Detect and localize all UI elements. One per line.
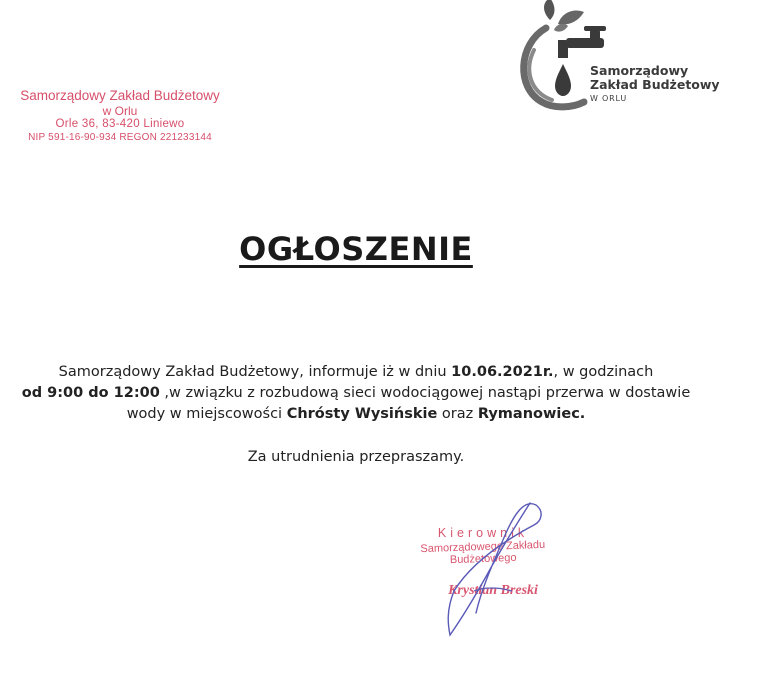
title-text: OGŁOSZENIE xyxy=(239,230,473,268)
logo-wordmark xyxy=(590,64,720,103)
logo-line-1: Samorządowy xyxy=(590,63,689,78)
handwritten-signature-icon xyxy=(420,495,560,645)
outage-date: 10.06.2021r. xyxy=(451,364,554,380)
signatory-name: Krystian Breski xyxy=(448,583,538,598)
place-name-1: Chrósty Wysińskie xyxy=(286,406,438,422)
stamp-location: w Orlu xyxy=(102,103,138,118)
stamp-name: Samorządowy Zakład Budżetowy xyxy=(20,88,220,103)
body-text-segment: wody w miejscowości xyxy=(126,406,287,422)
closing-apology: Za utrudnienia przepraszamy. xyxy=(247,449,465,465)
company-stamp xyxy=(14,88,226,143)
stamp-nip-regon: NIP 591-16-90-934 REGON 221233144 xyxy=(28,131,212,143)
announcement-title xyxy=(0,230,712,268)
body-text-segment: Samorządowy Zakład Budżetowy, informuje iż w dniu xyxy=(58,364,452,380)
logo-line-2: Zakład Budżetowy xyxy=(590,77,720,93)
body-line-2 xyxy=(0,383,712,404)
signatory-title: Kierownik xyxy=(437,526,529,540)
signatory-org: Samorządowego Zakładu Budżetowego xyxy=(420,538,546,567)
body-line-3 xyxy=(0,404,712,425)
announcement-body xyxy=(0,362,712,425)
body-line-1 xyxy=(0,362,712,383)
body-text-segment: oraz xyxy=(437,406,478,422)
body-text-segment: , w godzinach xyxy=(553,364,654,380)
stamp-address: Orle 36, 83-420 Liniewo xyxy=(55,118,185,131)
body-text-segment: ,w związku z rozbudową sieci wodociągowej nastąpi przerwa w dostawie xyxy=(159,385,691,401)
outage-hours: od 9:00 do 12:00 xyxy=(21,385,160,401)
place-name-2: Rymanowiec. xyxy=(477,406,586,422)
logo-line-3: W ORLU xyxy=(590,93,628,103)
